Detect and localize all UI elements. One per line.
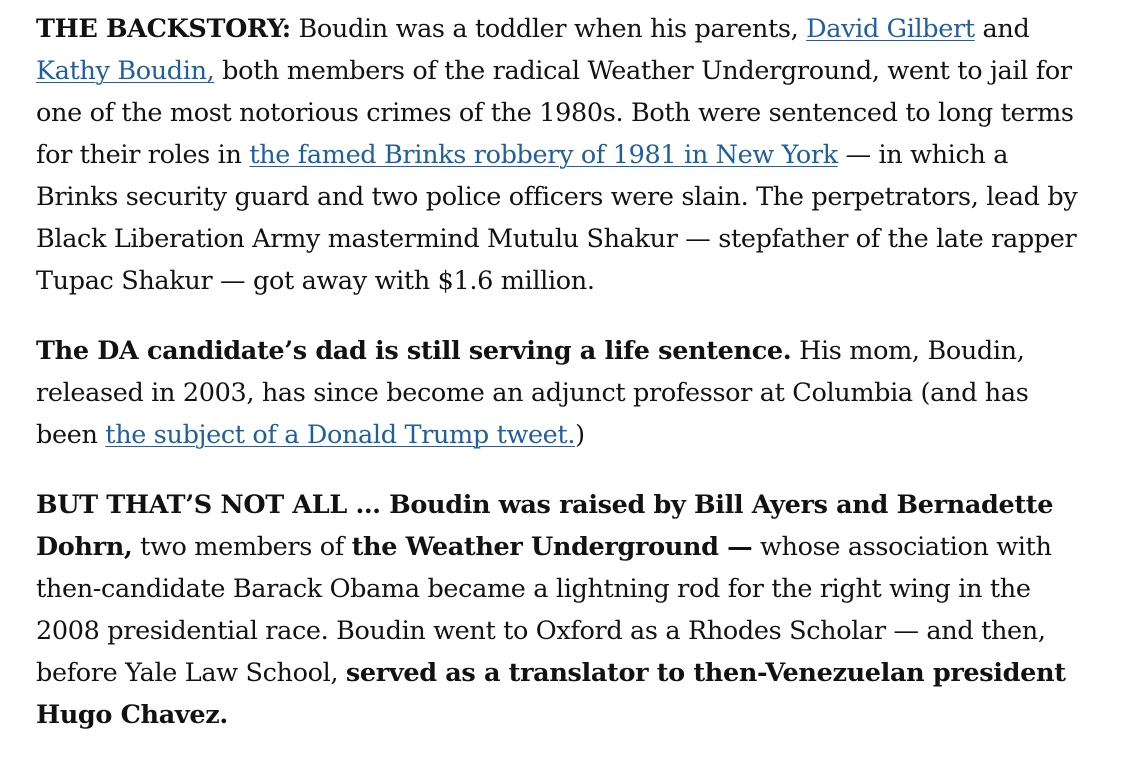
- text-segment: His mom, Boudin, released in 2003, has since become an adjunct professor at Columbia (and has been: [36, 336, 1029, 450]
- bold-translator-chavez: served as a translator to then-Venezuelan president Hugo Chavez.: [36, 658, 1066, 730]
- lead-in-dad-sentence: The DA candidate’s dad is still serving a life sentence.: [36, 336, 792, 366]
- bold-weather-underground: the Weather Underground: [351, 532, 719, 562]
- paragraph-backstory: [36, 8, 1096, 302]
- paragraph-dad-sentence: [36, 330, 1096, 456]
- link-kathy-boudin[interactable]: Kathy Boudin,: [36, 56, 215, 86]
- text-segment: both members of the radical Weather Underground, went to jail for one of the most notorious crimes of the 1980s. Both were sentenced to long terms for their roles in: [36, 56, 1074, 170]
- article-body: [36, 8, 1096, 764]
- link-brinks-robbery[interactable]: the famed Brinks robbery of 1981 in New York: [249, 140, 838, 170]
- text-segment: and: [974, 14, 1030, 44]
- link-trump-tweet[interactable]: the subject of a Donald Trump tweet.: [105, 420, 576, 450]
- paragraph-not-all: [36, 484, 1096, 736]
- text-segment: Boudin was a toddler when his parents,: [290, 14, 807, 44]
- lead-in-backstory: THE BACKSTORY:: [36, 14, 291, 44]
- text-segment: two members of: [132, 532, 352, 562]
- link-david-gilbert[interactable]: David Gilbert: [806, 14, 975, 44]
- bold-dash: —: [718, 532, 753, 562]
- text-segment: whose association with then-candidate Barack Obama became a lightning rod for the right wing in the 2008 presidential race. Boudin went to Oxford as a Rhodes Scholar — and then, before Yale Law School,: [36, 532, 1052, 688]
- text-segment: ): [575, 420, 585, 450]
- text-segment: — in which a Brinks security guard and two police officers were slain. The perpetrators, lead by Black Liberation Army mastermind Mutulu Shakur — stepfather of the late rapper Tupac Shakur — got away with $1.6 million.: [36, 140, 1078, 296]
- lead-in-not-all: BUT THAT’S NOT ALL … Boudin was raised by Bill Ayers and Bernadette Dohrn,: [36, 490, 1054, 562]
